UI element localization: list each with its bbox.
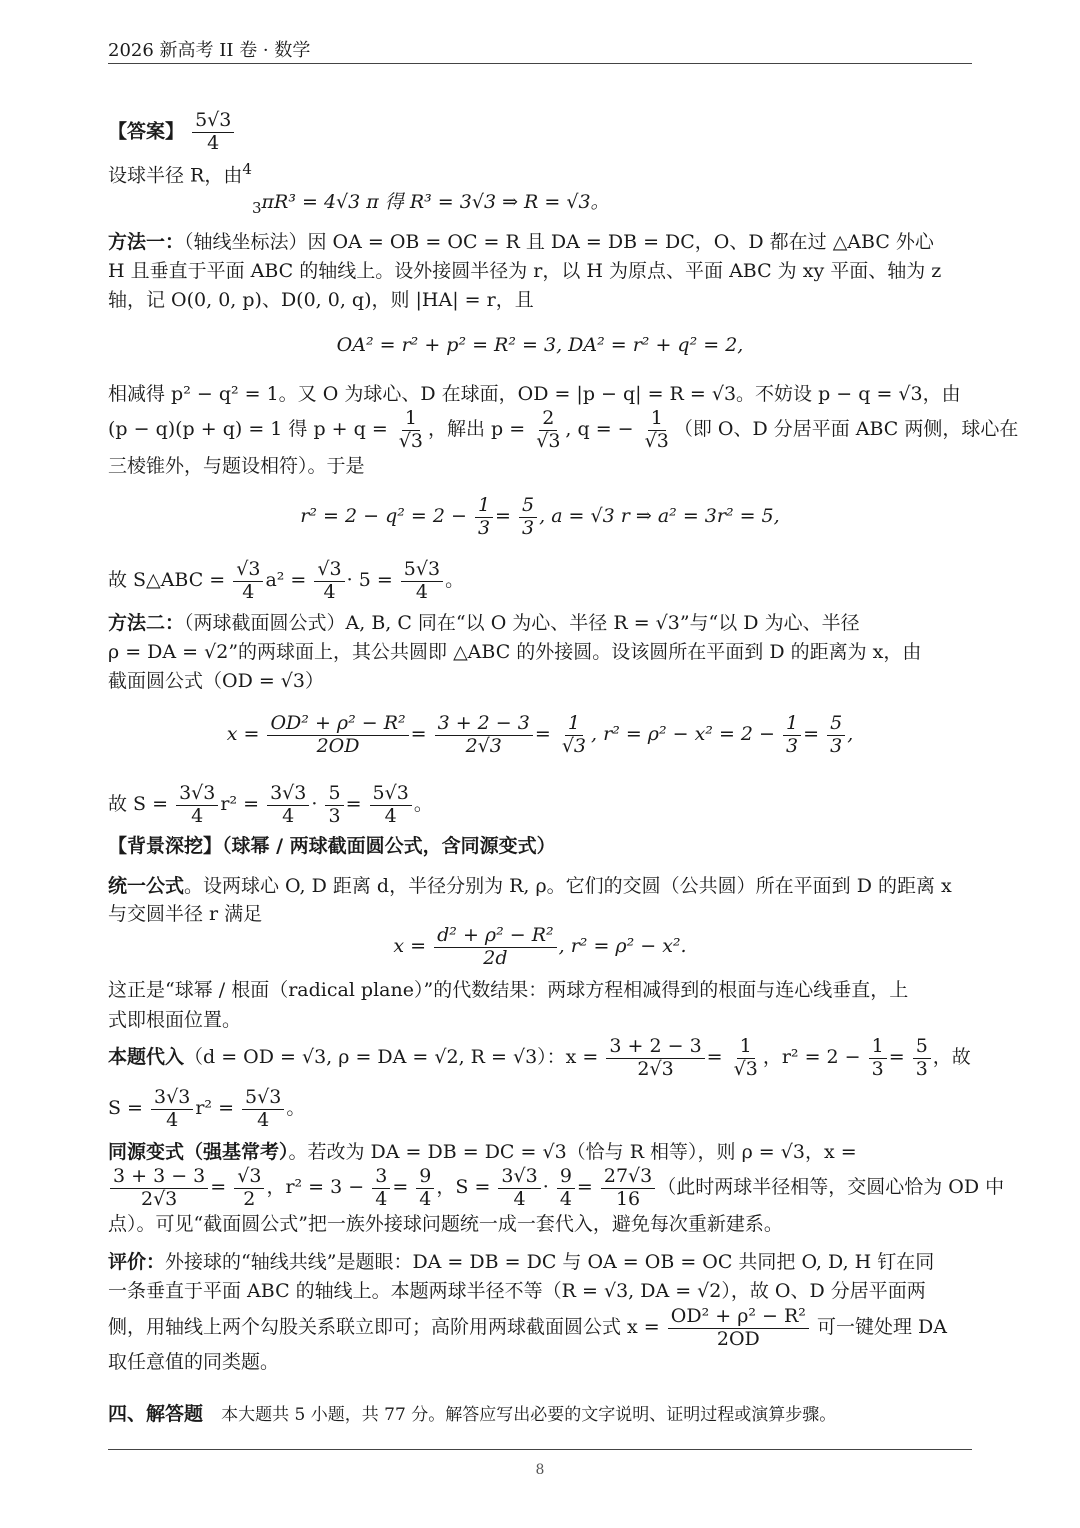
answer-label: 【答案】 — [108, 120, 185, 143]
evaluation-line-4: 取任意值的同类题。 — [108, 1351, 280, 1373]
method1-line-5: (p − q)(p + q) = 1 得 p + q = $\frac{1}{√3}$ ，解出 p = $\frac{2}{√3}$ , q = − $\frac{1}{√3}$ （即 O、D 分居平面 ABC 两侧，球心在 — [108, 406, 1019, 452]
evaluation-line-3: 侧，用轴线上两个勾股关系联立即可；高阶用两球截面圆公式 x = $\frac{\text{OD² + ρ² − R²}}{2OD}$ 可一键处理 DA — [108, 1304, 947, 1350]
method1-line-3: 轴，记 O(0, 0, p)、D(0, 0, q)，则 |HA| = r，且 — [108, 289, 534, 311]
background-heading: 【背景深挖】（球幂 / 两球截面圆公式，含同源变式） — [108, 835, 556, 857]
method1-line-4: 相减得 p² − q² = 1。又 O 为球心、D 在球面，OD = |p − q| = R = √3。不妨设 p − q = √3，由 — [108, 383, 961, 405]
setup-line-2: $_3$πR³ = 4√3 π 得 R³ = 3√3 ⇒ R = √3。 — [252, 191, 610, 217]
method2-line-3: 截面圆公式（OD = √3） — [108, 670, 325, 692]
running-header: 2026 新高考 II 卷 · 数学 — [108, 40, 311, 61]
method2-line-2: ρ = DA = √2”的两球面上，其公共圆即 △ABC 的外接圆。设该圆所在平面到 D 的距离为 x，由 — [108, 641, 922, 663]
variant-line-1: 同源变式（强基常考）。若改为 DA = DB = DC = √3（恰与 R 相等），则 ρ = √3，x = — [108, 1141, 857, 1163]
setup-line-1: 设球半径 R，由$^4$ — [108, 160, 252, 187]
answer-line — [108, 110, 236, 155]
method1-equation-2: r² = 2 − q² = 2 − $\frac{1}{3}$ = $\frac{5}{3}$ , a = √3 r ⇒ a² = 3r² = 5, — [300, 493, 780, 539]
substitution-line-2: S = $\frac{3√3}{4}$ r² = $\frac{5√3}{4}$ 。 — [108, 1085, 306, 1131]
unify-line-2: 与交圆半径 r 满足 — [108, 903, 263, 925]
note-line-2: 式即根面位置。 — [108, 1009, 242, 1031]
evaluation-line-1: 评价：外接球的“轴线共线”是题眼：DA = DB = DC 与 OA = OB = OC 共同把 O, D, H 钉在同 — [108, 1251, 935, 1273]
method1-equation-1: OA² = r² + p² = R² = 3, DA² = r² + q² = 2, — [336, 334, 744, 356]
method2-equation: x = $\frac{\text{OD² + ρ² − R²}}{2OD}$ = $\frac{3 + 2 - 3}{2√3}$ = $\frac{1}{√3}$ , r² = ρ² − x² = 2 − $\frac{1}{3}$ = $\frac{5}{3}$ , — [226, 711, 854, 757]
variant-line-2: $\frac{3 + 3 - 3}{2√3}$ = $\frac{√3}{2}$ ，r² = 3 − $\frac{3}{4}$ = $\frac{9}{4}$ ，S = $\frac{3√3}{4}$ · $\frac{9}{4}$ = $\frac{27√3}{16}$ （此时两球半径相等，交圆心恰为 OD 中 — [108, 1162, 1004, 1212]
method1-line-7: 故 S△ABC = $\frac{√3}{4}$ a² = $\frac{√3}{4}$ · 5 = $\frac{5√3}{4}$ 。 — [108, 557, 465, 603]
page-number: 8 — [535, 1462, 545, 1478]
variant-line-3: 点）。可见“截面圆公式”把一族外接球问题统一成一套代入，避免每次重新建系。 — [108, 1213, 783, 1235]
section4-heading: 四、解答题 本大题共 5 小题，共 77 分。解答应写出必要的文字说明、证明过程或演算步骤。 — [108, 1403, 837, 1425]
note-line-1: 这正是“球幂 / 根面（radical plane）”的代数结果：两球方程相减得到的根面与连心线垂直，上 — [108, 979, 909, 1001]
evaluation-line-2: 一条垂直于平面 ABC 的轴线上。本题两球半径不等（R = √3, DA = √2），故 O、D 分居平面两 — [108, 1280, 926, 1302]
header-rule — [108, 63, 972, 64]
method2-result: 故 S = $\frac{3√3}{4}$ r² = $\frac{3√3}{4}$ · $\frac{5}{3}$ = $\frac{5√3}{4}$ 。 — [108, 781, 433, 827]
method1-line-1: 方法一：（轴线坐标法）因 OA = OB = OC = R 且 DA = DB = DC，O、D 都在过 △ABC 外心 — [108, 231, 934, 253]
method2-line-1: 方法二：（两球截面圆公式）A, B, C 同在“以 O 为心、半径 R = √3”与“以 D 为心、半径 — [108, 612, 860, 634]
unify-line-1: 统一公式。设两球心 O, D 距离 d，半径分别为 R, ρ。它们的交圆（公共圆）所在平面到 D 的距离 x — [108, 875, 952, 897]
footer-rule — [108, 1449, 972, 1450]
method1-line-6: 三棱锥外，与题设相符）。于是 — [108, 455, 365, 477]
method1-line-2: H 且垂直于平面 ABC 的轴线上。设外接圆半径为 r，以 H 为原点、平面 ABC 为 xy 平面、轴为 z — [108, 260, 942, 282]
answer-fraction: $\frac{5√3}{4}$ — [192, 110, 234, 155]
substitution-line-1: 本题代入（d = OD = √3, ρ = DA = √2, R = √3）：x = $\frac{3 + 2 - 3}{2√3}$ = $\frac{1}{√3}$ ，r² = 2 − $\frac{1}{3}$ = $\frac{5}{3}$ ，故 — [108, 1034, 971, 1080]
unify-equation: x = $\frac{\text{d² + ρ² − R²}}{2d}$ , r² = ρ² − x². — [393, 923, 687, 969]
